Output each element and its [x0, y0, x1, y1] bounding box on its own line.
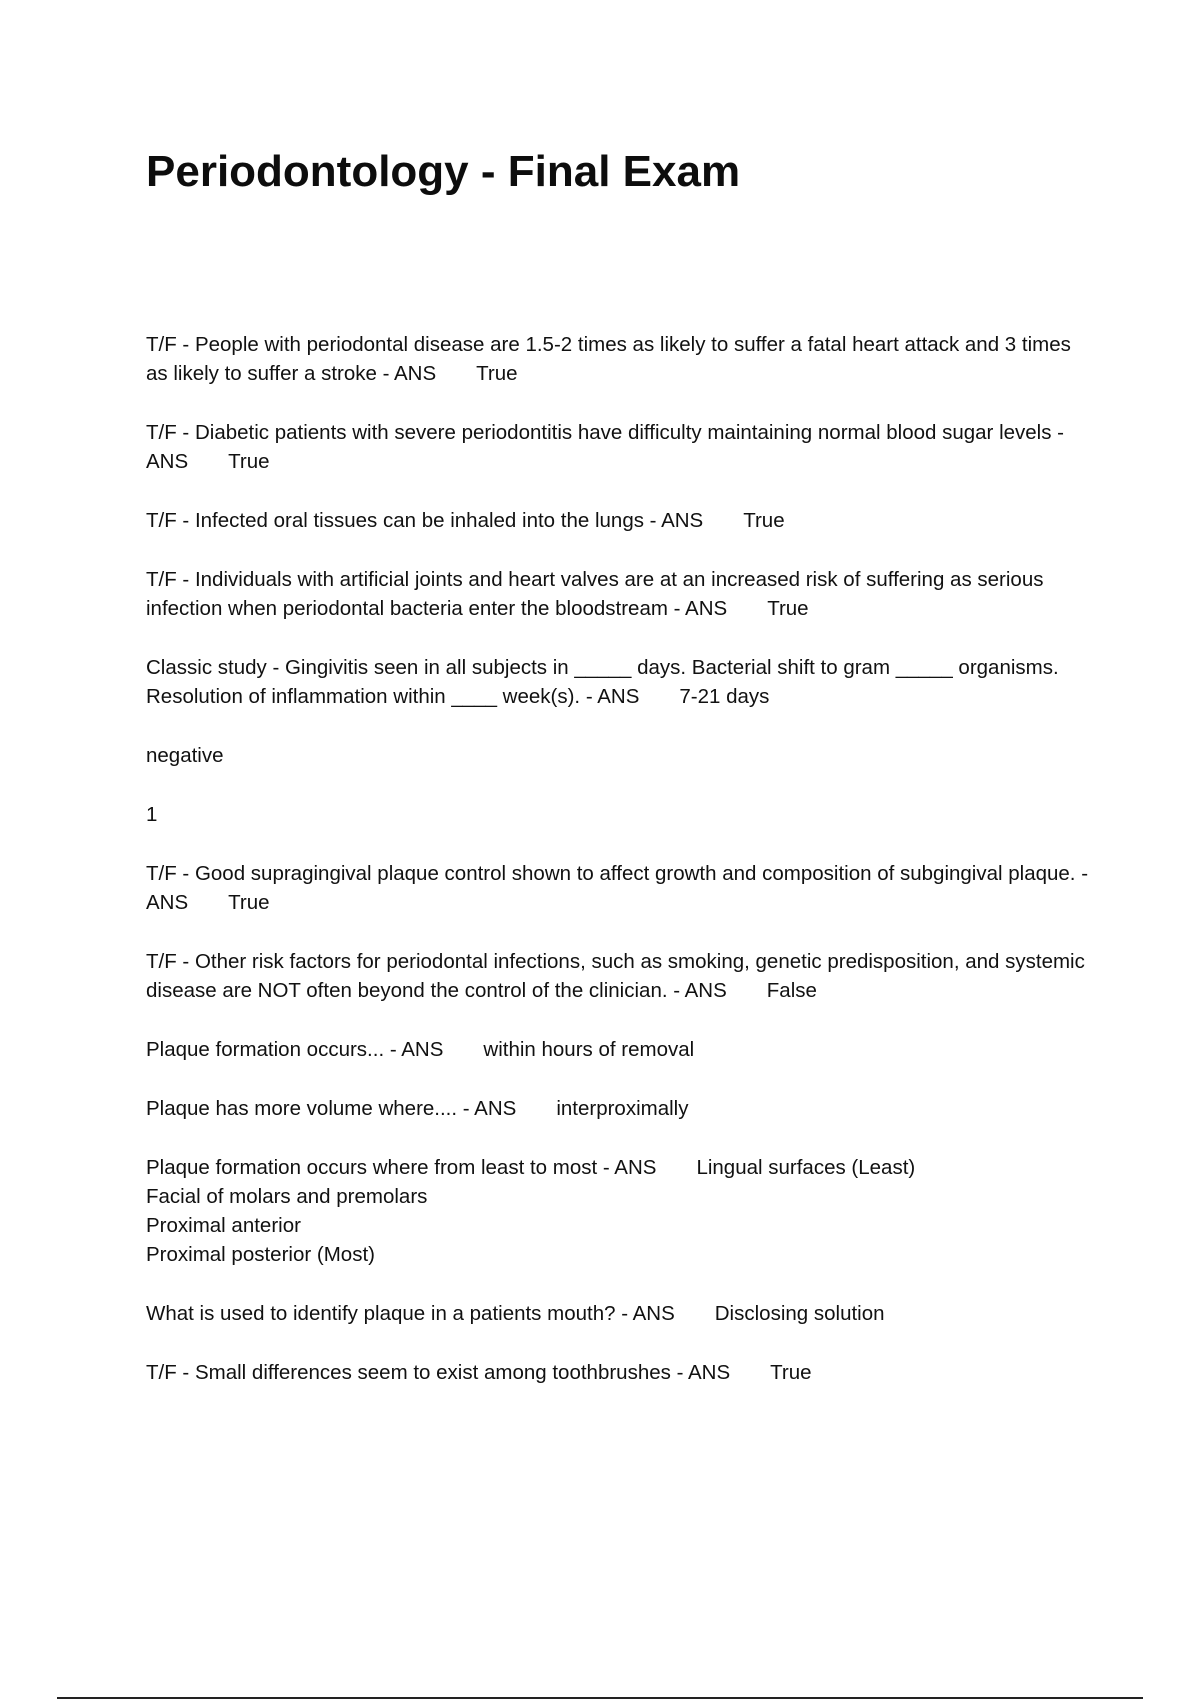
question-text: Classic study - Gingivitis seen in all subjects in _____ days. Bacterial shift to gram _____ organisms. Resolution of inflammation within ____ week(s). - ANS — [146, 656, 1059, 708]
answer-text: 7-21 days — [679, 685, 770, 708]
answer-text: interproximally — [556, 1097, 689, 1120]
answer-text: True — [228, 450, 270, 473]
qa-item-8 — [146, 1035, 1096, 1064]
footer-divider — [57, 1697, 1143, 1699]
question-text: T/F - Good supragingival plaque control shown to affect growth and composition of subgingival plaque. - ANS — [146, 862, 1089, 914]
answer-text: True — [228, 891, 270, 914]
answer-text: 1 — [146, 803, 158, 826]
answer-continuation-1 — [146, 741, 1096, 770]
page-title: Periodontology - Final Exam — [146, 147, 741, 196]
question-text: T/F - People with periodontal disease are 1.5-2 times as likely to suffer a fatal heart attack and 3 times as likely to suffer a stroke - ANS — [146, 333, 1071, 385]
answer-line: Proximal posterior (Most) — [146, 1243, 375, 1266]
qa-item-5 — [146, 653, 1096, 711]
answer-text: True — [770, 1361, 812, 1384]
question-text: T/F - Infected oral tissues can be inhaled into the lungs - ANS — [146, 509, 704, 532]
answer-text: within hours of removal — [483, 1038, 695, 1061]
answer-text: True — [743, 509, 785, 532]
answer-text: negative — [146, 744, 224, 767]
qa-item-11 — [146, 1299, 1096, 1328]
question-text: T/F - Other risk factors for periodontal infections, such as smoking, genetic predisposition, and systemic disease are NOT often beyond the control of the clinician. - ANS — [146, 950, 1085, 1002]
answer-line: Proximal anterior — [146, 1214, 301, 1237]
question-text: T/F - Diabetic patients with severe periodontitis have difficulty maintaining normal blood sugar levels - ANS — [146, 421, 1065, 473]
qa-item-3 — [146, 506, 1096, 535]
answer-text: True — [767, 597, 809, 620]
qa-item-1 — [146, 330, 1096, 388]
answer-text: Lingual surfaces (Least) — [696, 1156, 916, 1179]
answer-text: Disclosing solution — [714, 1302, 885, 1325]
qa-item-10 — [146, 1153, 1096, 1269]
answer-line: Facial of molars and premolars — [146, 1185, 428, 1208]
question-text: What is used to identify plaque in a patients mouth? - ANS — [146, 1302, 675, 1325]
qa-item-9 — [146, 1094, 1096, 1123]
question-text: Plaque formation occurs where from least to most - ANS — [146, 1156, 657, 1179]
answer-continuation-2 — [146, 800, 1096, 829]
answer-text: False — [766, 979, 817, 1002]
question-text: Plaque has more volume where.... - ANS — [146, 1097, 517, 1120]
question-text: T/F - Small differences seem to exist among toothbrushes - ANS — [146, 1361, 731, 1384]
question-text: T/F - Individuals with artificial joints and heart valves are at an increased risk of suffering as serious infection when periodontal bacteria enter the bloodstream - ANS — [146, 568, 1044, 620]
qa-item-6 — [146, 859, 1096, 917]
answer-text: True — [476, 362, 518, 385]
qa-item-4 — [146, 565, 1096, 623]
qa-list — [146, 330, 1096, 1417]
qa-item-12 — [146, 1358, 1096, 1387]
qa-item-7 — [146, 947, 1096, 1005]
question-text: Plaque formation occurs... - ANS — [146, 1038, 444, 1061]
qa-item-2 — [146, 418, 1096, 476]
